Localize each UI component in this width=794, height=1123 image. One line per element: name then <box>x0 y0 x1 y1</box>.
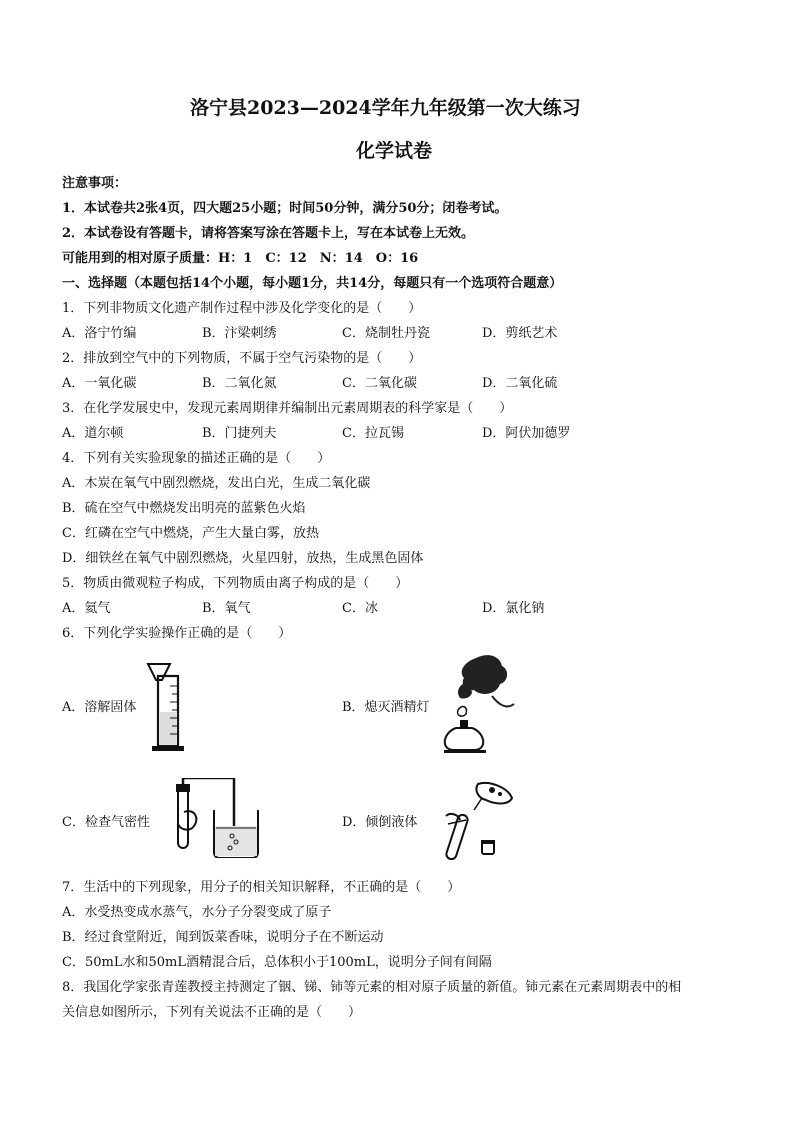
notice-heading: 注意事项： <box>62 176 128 191</box>
question-5-option-a: A．氦气 <box>62 601 111 616</box>
question-3-option-a: A．道尔顿 <box>62 426 124 441</box>
question-5-option-c: C．冰 <box>342 601 378 616</box>
atomic-mass-line: 可能用到的相对原子质量：H：1 C：12 N：14 O：16 <box>62 251 419 266</box>
exam-title: 洛宁县2023—2024学年九年级第一次大练习 <box>190 97 581 119</box>
airtightness-figure <box>170 778 270 858</box>
pouring-liquid-figure <box>438 780 518 860</box>
question-7-option-a: A．水受热变成水蒸气，水分子分裂变成了原子 <box>62 905 332 920</box>
question-1-option-c: C．烧制牡丹瓷 <box>342 326 430 341</box>
question-4-option-a: A．木炭在氧气中剧烈燃烧，发出白光，生成二氧化碳 <box>62 476 371 491</box>
question-6-option-d: D．倾倒液体 <box>342 815 418 830</box>
question-1-option-b: B．汴梁刺绣 <box>202 326 277 341</box>
question-2-option-d: D．二氧化硫 <box>482 376 558 391</box>
question-3-option-b: B．门捷列夫 <box>202 426 277 441</box>
question-2-option-c: C．二氧化碳 <box>342 376 417 391</box>
question-8-stem-line-1: 8．我国化学家张青莲教授主持测定了铟、锑、铈等元素的相对原子质量的新值。铈元素在元素周期表中的相 <box>62 980 682 995</box>
graduated-cylinder-figure <box>140 662 200 756</box>
question-4-option-d: D．细铁丝在氧气中剧烈燃烧，火星四射，放热，生成黑色固体 <box>62 551 424 566</box>
question-5-option-d: D．氯化钠 <box>482 601 545 616</box>
question-1-stem: 1．下列非物质文化遗产制作过程中涉及化学变化的是（ ） <box>62 301 422 316</box>
question-2-stem: 2．排放到空气中的下列物质，不属于空气污染物的是（ ） <box>62 351 422 366</box>
question-5-option-b: B．氧气 <box>202 601 251 616</box>
question-4-stem: 4．下列有关实验现象的描述正确的是（ ） <box>62 451 331 466</box>
question-7-stem: 7．生活中的下列现象，用分子的相关知识解释，不正确的是（ ） <box>62 880 461 895</box>
question-5-stem: 5．物质由微观粒子构成，下列物质由离子构成的是（ ） <box>62 576 409 591</box>
notice-item-2: 2．本试卷设有答题卡，请将答案写涂在答题卡上，写在本试卷上无效。 <box>62 226 475 241</box>
question-3-option-d: D．阿伏加德罗 <box>482 426 571 441</box>
question-6-stem: 6．下列化学实验操作正确的是（ ） <box>62 626 292 641</box>
question-7-option-c: C．50mL水和50mL酒精混合后，总体积小于100mL，说明分子间有间隔 <box>62 955 492 970</box>
question-4-option-c: C．红磷在空气中燃烧，产生大量白雾，放热 <box>62 526 319 541</box>
question-6-option-c: C．检查气密性 <box>62 815 150 830</box>
question-6-option-a: A．溶解固体 <box>62 700 137 715</box>
question-4-option-b: B．硫在空气中燃烧发出明亮的蓝紫色火焰 <box>62 501 306 516</box>
alcohol-lamp-figure <box>436 652 526 758</box>
question-3-option-c: C．拉瓦锡 <box>342 426 404 441</box>
question-2-option-b: B．二氧化氮 <box>202 376 277 391</box>
question-8-stem-line-2: 关信息如图所示，下列有关说法不正确的是（ ） <box>62 1005 362 1020</box>
question-1-option-d: D．剪纸艺术 <box>482 326 558 341</box>
question-7-option-b: B．经过食堂附近，闻到饭菜香味，说明分子在不断运动 <box>62 930 384 945</box>
notice-item-1: 1．本试卷共2张4页，四大题25小题；时间50分钟，满分50分；闭卷考试。 <box>62 201 508 216</box>
section-1-heading: 一、选择题（本题包括14个小题，每小题1分，共14分，每题只有一个选项符合题意） <box>62 276 563 291</box>
question-3-stem: 3．在化学发展史中，发现元素周期律并编制出元素周期表的科学家是（ ） <box>62 401 513 416</box>
question-6-option-b: B．熄灭酒精灯 <box>342 700 430 715</box>
exam-subtitle: 化学试卷 <box>356 140 433 162</box>
question-1-option-a: A．洛宁竹编 <box>62 326 137 341</box>
question-2-option-a: A．一氧化碳 <box>62 376 137 391</box>
